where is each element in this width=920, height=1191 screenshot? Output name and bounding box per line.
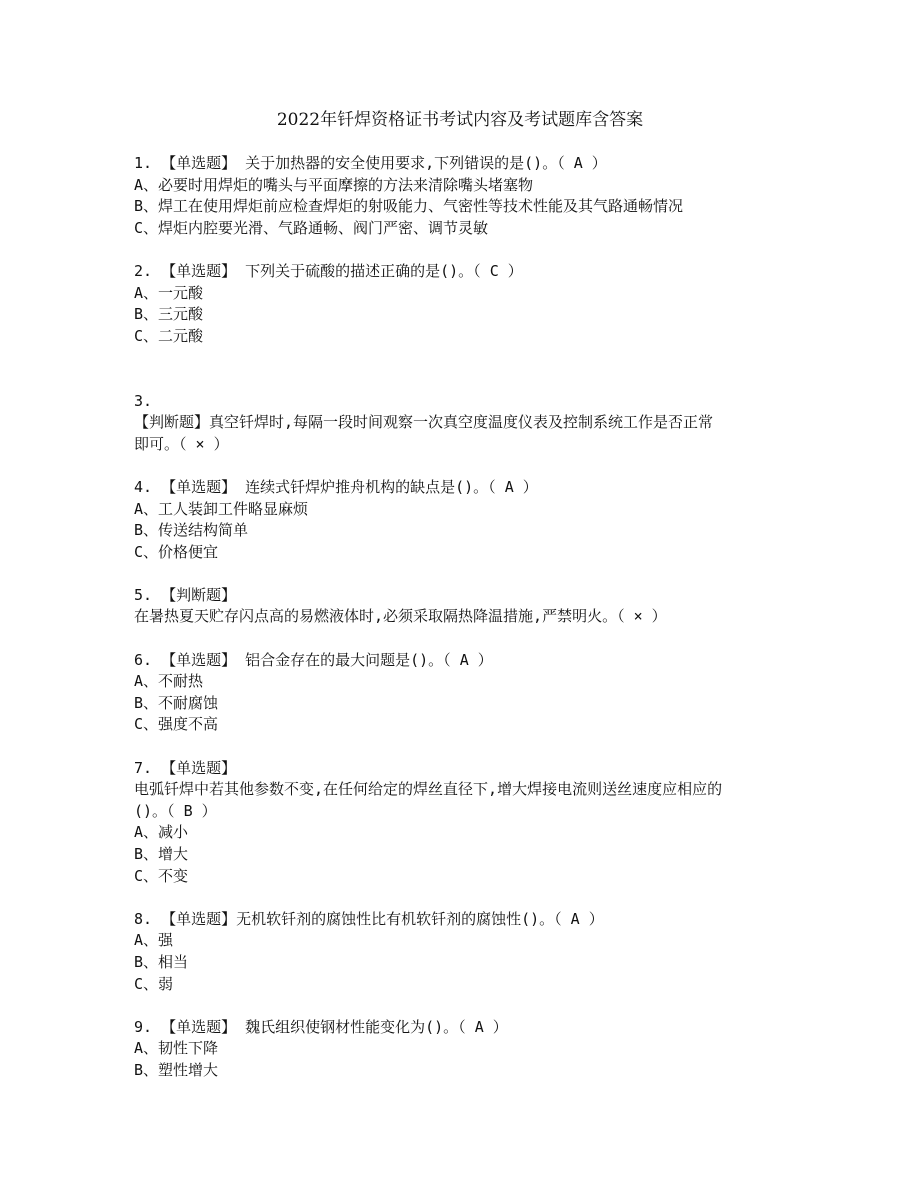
option-b: B、三元酸 (134, 305, 204, 324)
question-stem-continued: 即可。（ × ） (134, 434, 229, 453)
question-stem: 【判断题】真空钎焊时,每隔一段时间观察一次真空度温度仪表及控制系统工作是否正常 (134, 413, 714, 432)
spacer (134, 995, 794, 1017)
spacer (134, 369, 794, 391)
question-stem: 1. 【单选题】 关于加热器的安全使用要求,下列错误的是()。（ A ） (134, 154, 607, 172)
option-a: A、强 (134, 931, 174, 950)
option-b: B、传送结构简单 (134, 521, 249, 540)
question-number: 5. 【判断题】 (134, 585, 237, 604)
spacer (134, 628, 794, 650)
option-c: C、不变 (134, 866, 189, 885)
question-3 (134, 391, 794, 456)
spacer (134, 887, 794, 909)
spacer (134, 239, 794, 261)
option-c: C、强度不高 (134, 715, 219, 734)
option-c: C、价格便宜 (134, 542, 219, 561)
option-a: A、工人装卸工件略显麻烦 (134, 499, 309, 518)
option-a: A、不耐热 (134, 672, 204, 691)
spacer (134, 347, 794, 369)
option-c: C、弱 (134, 974, 174, 993)
question-list (134, 153, 794, 1082)
option-b: B、不耐腐蚀 (134, 693, 219, 712)
question-6 (134, 650, 794, 736)
question-9 (134, 1017, 794, 1082)
question-8 (134, 909, 794, 995)
option-c: C、焊炬内腔要光滑、气路通畅、阀门严密、调节灵敏 (134, 218, 489, 237)
option-b: B、增大 (134, 845, 189, 863)
question-4 (134, 477, 794, 563)
question-7 (134, 758, 794, 888)
option-a: A、必要时用焊炬的嘴头与平面摩擦的方法来清除嘴头堵塞物 (134, 175, 534, 194)
question-stem: 8. 【单选题】无机软钎剂的腐蚀性比有机软钎剂的腐蚀性()。（ A ） (134, 909, 604, 928)
question-stem: 4. 【单选题】 连续式钎焊炉推舟机构的缺点是()。（ A ） (134, 477, 538, 496)
option-b: B、塑性增大 (134, 1060, 219, 1079)
question-1 (134, 153, 794, 239)
option-c: C、二元酸 (134, 326, 204, 345)
option-a: A、韧性下降 (134, 1039, 219, 1058)
question-number: 3. (134, 391, 153, 410)
question-stem: 在暑热夏天贮存闪点高的易燃液体时,必须采取隔热降温措施,严禁明火。（ × ） (134, 607, 667, 626)
question-2 (134, 261, 794, 347)
question-number: 7. 【单选题】 (134, 758, 237, 777)
spacer (134, 455, 794, 477)
option-a: A、减小 (134, 823, 189, 842)
page-title: 2022年钎焊资格证书考试内容及考试题库含答案 (276, 110, 644, 130)
option-b: B、相当 (134, 952, 189, 971)
spacer (134, 563, 794, 585)
question-stem-continued: ()。（ B ） (134, 801, 217, 820)
option-a: A、一元酸 (134, 283, 204, 302)
question-stem: 6. 【单选题】 铝合金存在的最大问题是()。（ A ） (134, 650, 493, 669)
question-stem: 2. 【单选题】 下列关于硫酸的描述正确的是()。（ C ） (134, 261, 523, 280)
option-b: B、焊工在使用焊炬前应检查焊炬的射吸能力、气密性等技术性能及其气路通畅情况 (134, 197, 684, 216)
question-stem: 电弧钎焊中若其他参数不变,在任何给定的焊丝直径下,增大焊接电流则送丝速度应相应的 (134, 780, 723, 799)
spacer (134, 736, 794, 758)
question-5 (134, 585, 794, 628)
question-stem: 9. 【单选题】 魏氏组织使钢材性能变化为()。（ A ） (134, 1017, 508, 1036)
